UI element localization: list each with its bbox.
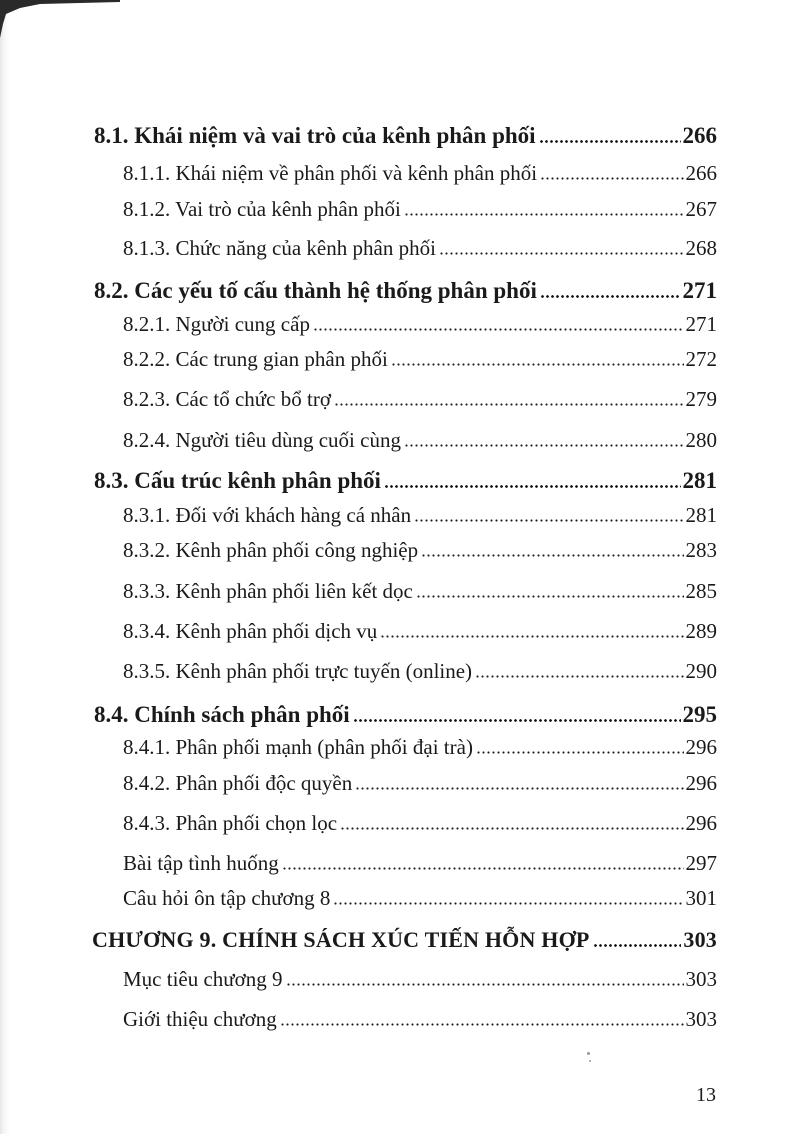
toc-entry-label: 8.3.2. Kênh phân phối công nghiệp [123, 538, 419, 562]
toc-entry[interactable] [94, 279, 717, 302]
scan-speck [587, 1052, 590, 1055]
toc-entry-label: 8.2.4. Người tiêu dùng cuối cùng [123, 428, 401, 452]
toc-entry[interactable] [123, 238, 717, 259]
dot-leader [593, 944, 682, 947]
toc-entry[interactable] [123, 661, 717, 682]
toc-entry[interactable] [94, 124, 717, 147]
dot-leader [313, 328, 684, 331]
toc-entry-label: Câu hỏi ôn tập chương 8 [123, 886, 331, 910]
toc-entry-page: 283 [685, 538, 717, 562]
toc-entry-page: 289 [685, 619, 717, 643]
toc-entry-page: 271 [682, 278, 717, 303]
toc-entry[interactable] [92, 929, 717, 951]
dot-leader [391, 363, 684, 366]
toc-entry-page: 296 [685, 735, 717, 759]
toc-entry[interactable] [94, 469, 717, 492]
page-number: 13 [696, 1084, 716, 1106]
toc-entry[interactable] [123, 737, 717, 758]
dot-leader [334, 403, 684, 406]
toc-entry-page: 295 [682, 702, 717, 727]
toc-entry-label: 8.4.2. Phân phối độc quyền [123, 771, 353, 795]
toc-entry-page: 285 [685, 579, 717, 603]
toc-entry[interactable] [123, 505, 717, 526]
toc-entry-label: 8.3.3. Kênh phân phối liên kết dọc [123, 579, 413, 603]
scan-corner-mark [0, 0, 120, 40]
dot-leader [475, 675, 683, 678]
toc-entry[interactable] [123, 199, 717, 220]
toc-entry[interactable] [123, 888, 717, 909]
toc-entry-label: 8.1. Khái niệm và vai trò của kênh phân phối [94, 123, 536, 148]
toc-entry-page: 266 [682, 123, 717, 148]
toc-entry-label: 8.3.4. Kênh phân phối dịch vụ [123, 619, 378, 643]
toc-entry-page: 281 [685, 503, 717, 527]
toc-entry-page: 280 [685, 428, 717, 452]
toc-entry-page: 301 [685, 886, 717, 910]
dot-leader [404, 444, 684, 447]
dot-leader [280, 1023, 684, 1026]
toc-entry[interactable] [123, 163, 717, 184]
toc-entry[interactable] [123, 621, 717, 642]
dot-leader [384, 485, 681, 488]
dot-leader [421, 554, 683, 557]
scan-speck [589, 1060, 591, 1062]
toc-entry-label: Giới thiệu chương [123, 1007, 277, 1031]
toc-entry-label: 8.4.3. Phân phối chọn lọc [123, 811, 338, 835]
toc-entry-label: 8.2. Các yếu tố cấu thành hệ thống phân phối [94, 278, 537, 303]
toc-entry[interactable] [94, 703, 717, 726]
toc-entry[interactable] [123, 389, 717, 410]
toc-entry[interactable] [123, 773, 717, 794]
dot-leader [414, 519, 683, 522]
toc-entry-label: 8.1.1. Khái niệm về phân phối và kênh phân phối [123, 161, 538, 185]
dot-leader [540, 295, 681, 298]
dot-leader [353, 719, 681, 722]
toc-entry-page: 279 [685, 387, 717, 411]
toc-entry-page: 296 [685, 771, 717, 795]
toc-entry[interactable] [123, 969, 717, 990]
toc-entry-label: 8.4. Chính sách phân phối [94, 702, 350, 727]
toc-entry[interactable] [123, 349, 717, 370]
toc-entry-page: 267 [685, 197, 717, 221]
toc-entry-label: 8.2.1. Người cung cấp [123, 312, 310, 336]
toc-entry-page: 268 [685, 236, 717, 260]
dot-leader [439, 252, 684, 255]
toc-entry-page: 266 [685, 161, 717, 185]
dot-leader [476, 751, 684, 754]
toc-entry-label: 8.1.3. Chức năng của kênh phân phối [123, 236, 436, 260]
dot-leader [404, 213, 684, 216]
toc-entry-page: 303 [685, 1007, 717, 1031]
toc-entry[interactable] [123, 581, 717, 602]
toc-entry-page: 271 [685, 312, 717, 336]
dot-leader [333, 902, 683, 905]
toc-entry-label: Mục tiêu chương 9 [123, 967, 283, 991]
toc-entry-page: 303 [685, 967, 717, 991]
toc-entry-label: 8.2.2. Các trung gian phân phối [123, 347, 388, 371]
toc-entry-page: 272 [685, 347, 717, 371]
toc-entry-page: 303 [683, 927, 717, 952]
toc-entry[interactable] [123, 314, 717, 335]
scan-left-edge [0, 0, 10, 1134]
toc-entry-label: 8.4.1. Phân phối mạnh (phân phối đại trà) [123, 735, 473, 759]
toc-entry-label: CHƯƠNG 9. CHÍNH SÁCH XÚC TIẾN HỖN HỢP [92, 927, 590, 952]
dot-leader [416, 595, 684, 598]
toc-entry[interactable] [123, 540, 717, 561]
toc-entry[interactable] [123, 430, 717, 451]
toc-entry-label: Bài tập tình huống [123, 851, 279, 875]
dot-leader [539, 140, 681, 143]
toc-entry-label: 8.3.1. Đối với khách hàng cá nhân [123, 503, 412, 527]
toc-entry-page: 296 [685, 811, 717, 835]
toc-entry-label: 8.1.2. Vai trò của kênh phân phối [123, 197, 401, 221]
toc-entry-page: 290 [685, 659, 717, 683]
toc-entry-label: 8.3.5. Kênh phân phối trực tuyến (online) [123, 659, 473, 683]
toc-entry-label: 8.3. Cấu trúc kênh phân phối [94, 468, 381, 493]
toc-entry-page: 297 [685, 851, 717, 875]
toc-entry-label: 8.2.3. Các tổ chức bổ trợ [123, 387, 331, 411]
dot-leader [355, 787, 683, 790]
toc-entry[interactable] [123, 853, 717, 874]
dot-leader [282, 867, 684, 870]
toc-entry[interactable] [123, 1009, 717, 1030]
dot-leader [286, 983, 684, 986]
dot-leader [540, 177, 683, 180]
dot-leader [340, 827, 683, 830]
dot-leader [380, 635, 683, 638]
toc-entry-page: 281 [682, 468, 717, 493]
toc-entry[interactable] [123, 813, 717, 834]
